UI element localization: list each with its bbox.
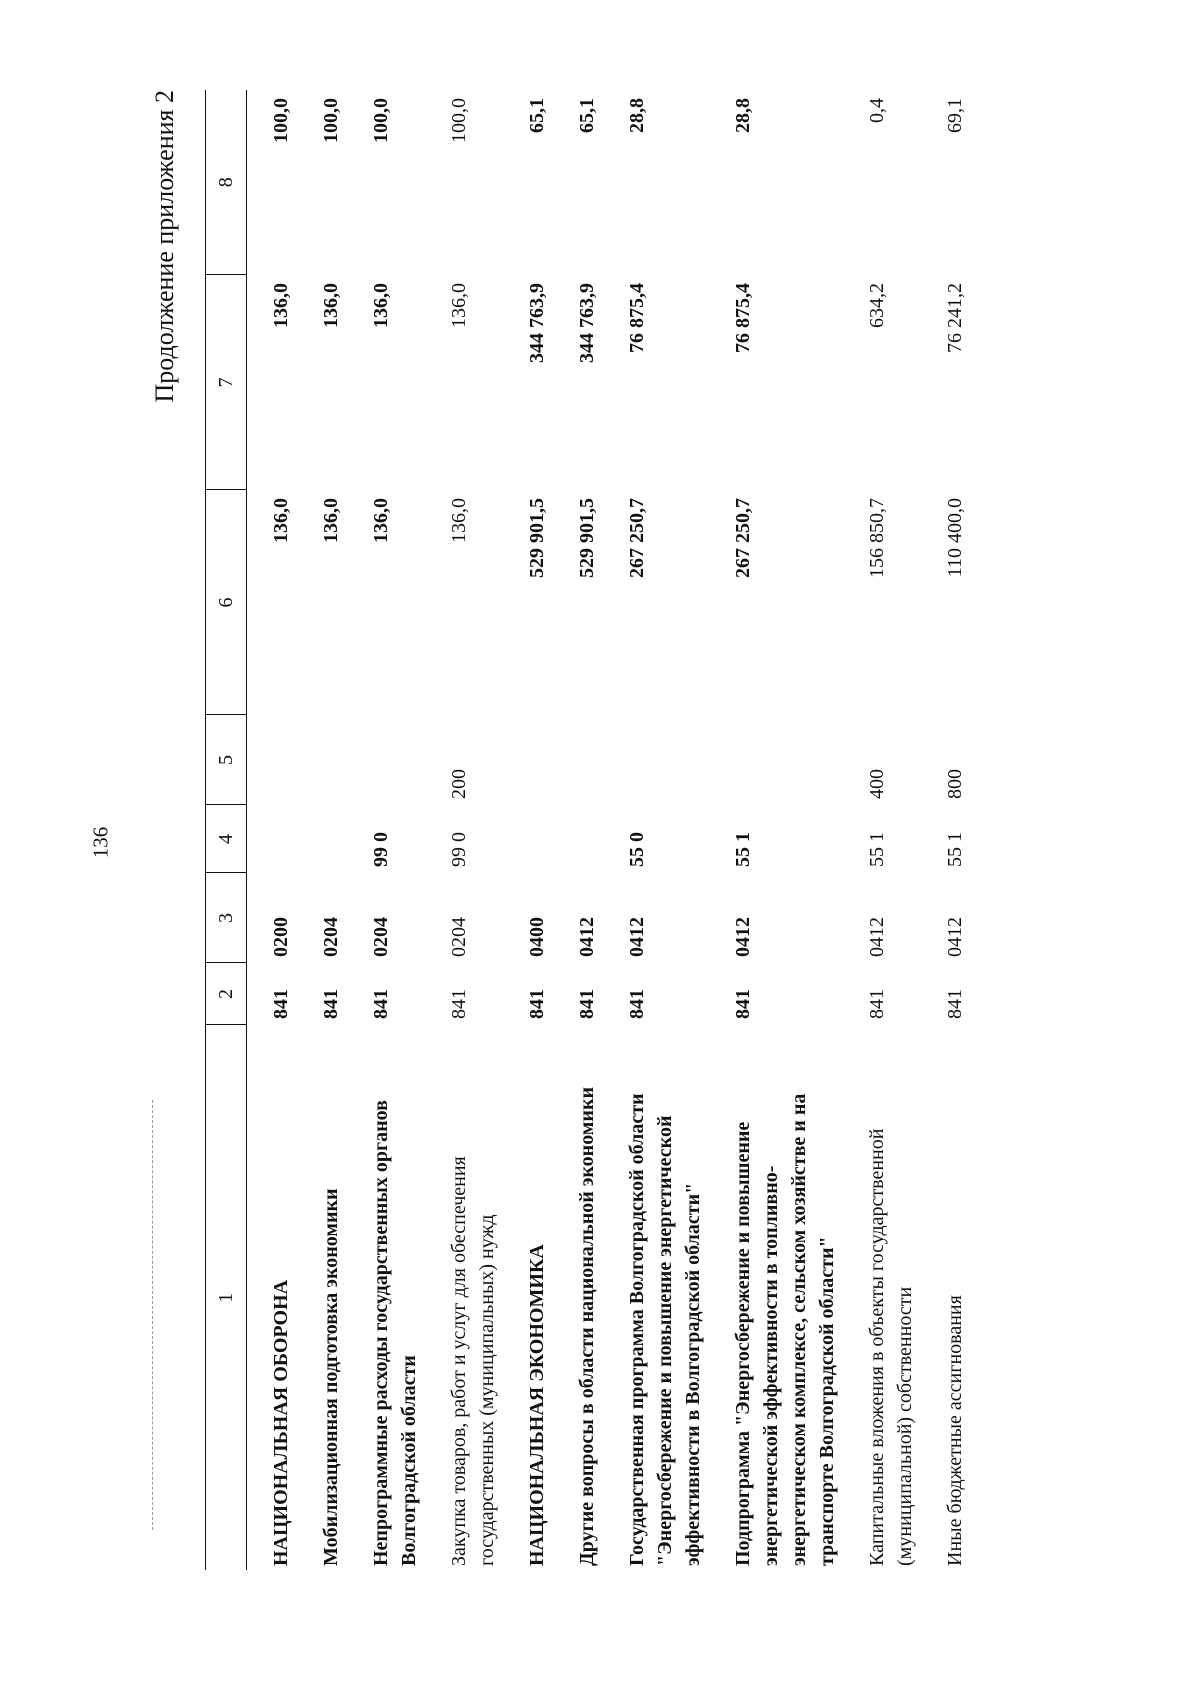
admin-code-cell: 841 xyxy=(866,989,888,1019)
program-code-cell xyxy=(523,805,573,873)
header-col-5: 5 xyxy=(206,715,247,805)
approved-amount-cell: 156 850,7 xyxy=(866,498,888,578)
executed-amount-cell: 136,0 xyxy=(370,283,392,328)
execution-percent-cell: 0,4 xyxy=(866,98,888,123)
approved-amount-cell: 529 901,5 xyxy=(526,498,548,578)
approved-amount-cell: 136,0 xyxy=(270,498,292,543)
row-name-cell: Другие вопросы в области национальной экономики xyxy=(576,1086,598,1566)
approved-amount-cell: 267 250,7 xyxy=(732,498,754,578)
row-name-cell: Закупка товаров, работ и услуг для обеспечения государственных (муниципальных) нужд xyxy=(448,1156,498,1566)
executed-amount-cell: 76 875,4 xyxy=(626,283,648,353)
section-code-cell: 0412 xyxy=(732,917,754,957)
row-name-cell: Капитальные вложения в объекты государственной (муниципальной) собственности xyxy=(866,1128,916,1566)
expense-type-cell: 800 xyxy=(944,769,966,799)
executed-amount-cell: 344 763,9 xyxy=(576,283,598,363)
execution-percent-cell: 100,0 xyxy=(448,98,470,143)
expense-type-cell xyxy=(367,715,445,805)
header-col-7: 7 xyxy=(206,275,247,490)
executed-amount-cell: 136,0 xyxy=(270,283,292,328)
table-row xyxy=(317,90,367,1570)
program-code-cell: 99 0 xyxy=(370,832,392,867)
program-code-cell xyxy=(573,805,623,873)
approved-amount-cell: 110 400,0 xyxy=(944,498,966,578)
approved-amount-cell: 136,0 xyxy=(370,498,392,543)
continuation-label: Продолжение приложения 2 xyxy=(150,90,179,403)
table-header-row xyxy=(206,90,247,1570)
header-col-4: 4 xyxy=(206,805,247,873)
expense-type-cell: 200 xyxy=(448,769,470,799)
admin-code-cell: 841 xyxy=(732,989,754,1019)
section-code-cell: 0412 xyxy=(866,917,888,957)
admin-code-cell: 841 xyxy=(526,989,548,1019)
approved-amount-cell: 136,0 xyxy=(448,498,470,543)
row-name-cell: Иные бюджетные ассигнования xyxy=(944,1295,966,1566)
approved-amount-cell: 529 901,5 xyxy=(576,498,598,578)
executed-amount-cell: 136,0 xyxy=(320,283,342,328)
table-row xyxy=(573,90,623,1570)
header-col-1: 1 xyxy=(206,1025,247,1570)
program-code-cell: 55 1 xyxy=(944,832,966,867)
document-sheet xyxy=(150,90,1050,1570)
section-code-cell: 0204 xyxy=(448,917,470,957)
approved-amount-cell: 267 250,7 xyxy=(626,498,648,578)
executed-amount-cell: 136,0 xyxy=(448,283,470,328)
row-name-cell: Подпрограмма "Энергосбережение и повышение энергетической эффективности в топливно-энергетическом комплексе, сельском хозяйстве и на транспорте Волгоградской области" xyxy=(732,1093,838,1566)
execution-percent-cell: 65,1 xyxy=(576,98,598,133)
expense-type-cell xyxy=(523,715,573,805)
execution-percent-cell: 28,8 xyxy=(626,98,648,133)
row-name-cell: Государственная программа Волгоградской области "Энергосбережение и повышение энергетической эффективности в Волгоградской области" xyxy=(626,1093,704,1566)
budget-table xyxy=(205,90,991,1570)
execution-percent-cell: 100,0 xyxy=(320,98,342,143)
table-row xyxy=(729,90,863,1570)
expense-type-cell xyxy=(729,715,863,805)
table-row xyxy=(445,90,523,1570)
section-code-cell: 0412 xyxy=(626,917,648,957)
program-code-cell: 99 0 xyxy=(448,832,470,867)
table-row xyxy=(941,90,991,1570)
section-code-cell: 0200 xyxy=(270,917,292,957)
execution-percent-cell: 69,1 xyxy=(944,98,966,133)
executed-amount-cell: 344 763,9 xyxy=(526,283,548,363)
section-code-cell: 0400 xyxy=(526,917,548,957)
program-code-cell: 55 1 xyxy=(732,832,754,867)
section-code-cell: 0412 xyxy=(576,917,598,957)
header-col-8: 8 xyxy=(206,90,247,275)
execution-percent-cell: 28,8 xyxy=(732,98,754,133)
admin-code-cell: 841 xyxy=(448,989,470,1019)
executed-amount-cell: 634,2 xyxy=(866,283,888,328)
program-code-cell: 55 1 xyxy=(866,832,888,867)
executed-amount-cell: 76 875,4 xyxy=(732,283,754,353)
header-col-2: 2 xyxy=(206,963,247,1025)
section-code-cell: 0204 xyxy=(320,917,342,957)
admin-code-cell: 841 xyxy=(320,989,342,1019)
expense-type-cell xyxy=(573,715,623,805)
execution-percent-cell: 65,1 xyxy=(526,98,548,133)
row-name-cell: Мобилизационная подготовка экономики xyxy=(320,1188,342,1566)
admin-code-cell: 841 xyxy=(270,989,292,1019)
header-col-6: 6 xyxy=(206,490,247,715)
program-code-cell xyxy=(247,805,318,873)
scan-edge-mark xyxy=(152,1100,154,1530)
page-number: 136 xyxy=(88,826,113,859)
admin-code-cell: 841 xyxy=(626,989,648,1019)
table-row xyxy=(863,90,941,1570)
table-row xyxy=(247,90,318,1570)
expense-type-cell xyxy=(317,715,367,805)
expense-type-cell: 400 xyxy=(866,769,888,799)
admin-code-cell: 841 xyxy=(370,989,392,1019)
program-code-cell xyxy=(317,805,367,873)
admin-code-cell: 841 xyxy=(576,989,598,1019)
admin-code-cell: 841 xyxy=(944,989,966,1019)
execution-percent-cell: 100,0 xyxy=(370,98,392,143)
table-row xyxy=(623,90,729,1570)
expense-type-cell xyxy=(247,715,318,805)
table-row xyxy=(523,90,573,1570)
section-code-cell: 0412 xyxy=(944,917,966,957)
execution-percent-cell: 100,0 xyxy=(270,98,292,143)
section-code-cell: 0204 xyxy=(370,917,392,957)
row-name-cell: Непрограммные расходы государственных органов Волгоградской области xyxy=(370,1100,420,1566)
row-name-cell: НАЦИОНАЛЬНАЯ ОБОРОНА xyxy=(270,1279,292,1566)
expense-type-cell xyxy=(623,715,729,805)
header-col-3: 3 xyxy=(206,873,247,963)
approved-amount-cell: 136,0 xyxy=(320,498,342,543)
table-row xyxy=(367,90,445,1570)
executed-amount-cell: 76 241,2 xyxy=(944,283,966,353)
row-name-cell: НАЦИОНАЛЬНАЯ ЭКОНОМИКА xyxy=(526,1244,548,1566)
program-code-cell: 55 0 xyxy=(626,832,648,867)
